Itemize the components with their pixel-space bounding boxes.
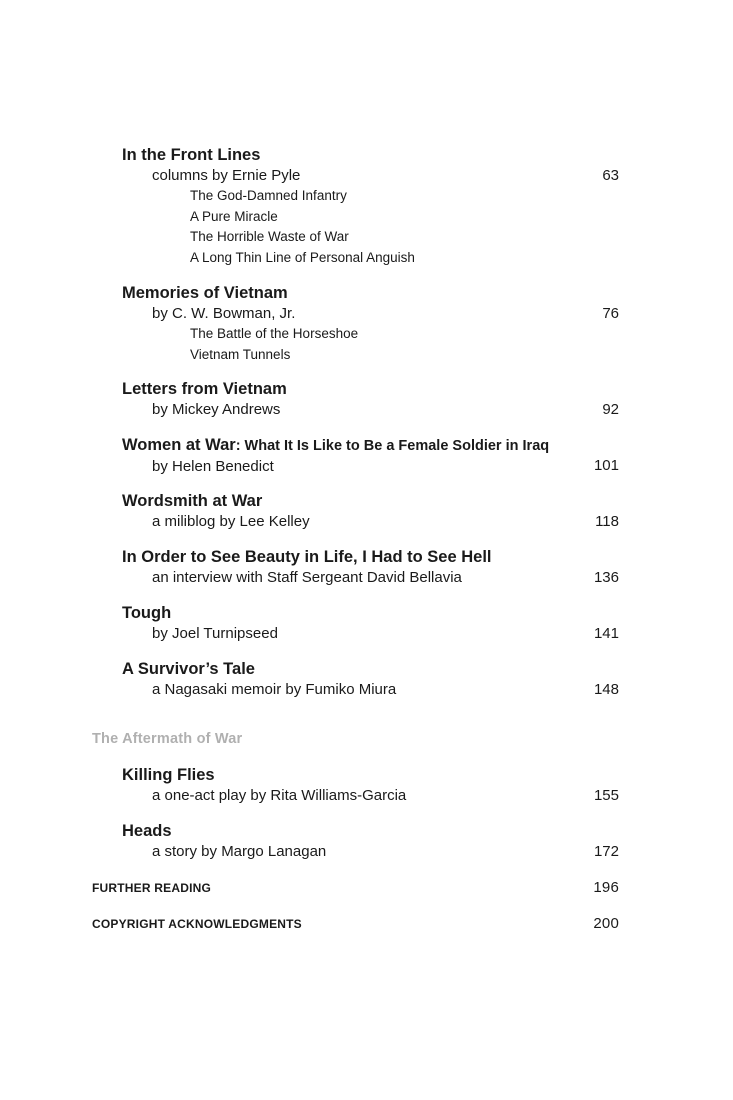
sub-item: The Battle of the Horseshoe bbox=[190, 326, 359, 341]
entry-byline bbox=[152, 511, 619, 532]
entry-byline bbox=[152, 785, 619, 806]
byline-text: an interview with Staff Sergeant David Bellavia bbox=[152, 569, 462, 586]
page-number: 155 bbox=[593, 787, 619, 804]
toc-entry-tough bbox=[122, 603, 619, 644]
page-number: 141 bbox=[593, 625, 619, 642]
back-matter-title: FURTHER READING bbox=[92, 881, 211, 895]
entry-title: A Survivor’s Tale bbox=[122, 660, 255, 678]
sub-item-list bbox=[190, 186, 619, 268]
section-heading: The Aftermath of War bbox=[92, 731, 243, 747]
byline-text: by Helen Benedict bbox=[152, 458, 274, 475]
page-number: 63 bbox=[602, 167, 619, 184]
entry-byline bbox=[152, 841, 619, 862]
toc-entry-women-at-war bbox=[122, 435, 619, 477]
entry-title-main: Women at War bbox=[122, 436, 236, 454]
entry-title: Letters from Vietnam bbox=[122, 380, 287, 398]
sub-item: A Long Thin Line of Personal Anguish bbox=[190, 249, 415, 265]
byline-text: by C. W. Bowman, Jr. bbox=[152, 305, 296, 322]
toc-entry-wordsmith bbox=[122, 491, 619, 532]
sub-item: The God-Damned Infantry bbox=[190, 188, 347, 203]
page-number: 76 bbox=[602, 305, 619, 322]
entry-byline bbox=[152, 399, 619, 420]
entry-title: Wordsmith at War bbox=[122, 492, 263, 510]
byline-text: a Nagasaki memoir by Fumiko Miura bbox=[152, 681, 397, 698]
page-number: 148 bbox=[593, 681, 619, 698]
page-number: 101 bbox=[593, 457, 619, 474]
page-number: 196 bbox=[593, 879, 619, 896]
toc-entry-letters-vietnam bbox=[122, 379, 619, 420]
toc-entry-heads bbox=[122, 821, 619, 862]
page-number: 92 bbox=[602, 401, 619, 418]
entry-byline bbox=[152, 679, 619, 700]
entry-title: Killing Flies bbox=[122, 766, 215, 784]
entry-title: In Order to See Beauty in Life, I Had to See Hell bbox=[122, 548, 492, 566]
sub-item: A Pure Miracle bbox=[190, 208, 278, 224]
toc-entry-memories-vietnam bbox=[122, 283, 619, 365]
sub-item: The Horrible Waste of War bbox=[190, 229, 349, 244]
entry-subtitle: : What It Is Like to Be a Female Soldier in Iraq bbox=[235, 438, 550, 454]
byline-text: a story by Margo Lanagan bbox=[152, 843, 327, 860]
byline-text: by Joel Turnipseed bbox=[152, 625, 278, 642]
page-number: 200 bbox=[593, 915, 619, 932]
sub-item: Vietnam Tunnels bbox=[190, 346, 291, 362]
entry-byline bbox=[152, 567, 619, 588]
toc-entry-beauty-in-life bbox=[122, 547, 619, 588]
page-number: 172 bbox=[593, 843, 619, 860]
byline-text: columns by Ernie Pyle bbox=[152, 167, 301, 184]
sub-item-list bbox=[190, 324, 619, 365]
entry-title: Memories of Vietnam bbox=[122, 284, 288, 302]
page-number: 118 bbox=[595, 513, 619, 530]
entry-byline bbox=[152, 456, 619, 477]
toc-entry-front-lines bbox=[122, 145, 619, 268]
back-matter-title: COPYRIGHT ACKNOWLEDGMENTS bbox=[92, 917, 302, 931]
byline-text: by Mickey Andrews bbox=[152, 401, 281, 418]
entry-byline bbox=[152, 303, 619, 324]
entry-title: Heads bbox=[122, 822, 172, 840]
entry-title: In the Front Lines bbox=[122, 146, 261, 164]
back-matter-copyright bbox=[92, 917, 619, 931]
byline-text: a miliblog by Lee Kelley bbox=[152, 513, 310, 530]
entry-byline bbox=[152, 623, 619, 644]
toc-entry-survivors-tale bbox=[122, 659, 619, 700]
back-matter-further-reading bbox=[92, 881, 619, 895]
entry-title: Tough bbox=[122, 604, 172, 622]
entry-title bbox=[122, 435, 619, 456]
page-number: 136 bbox=[593, 569, 619, 586]
byline-text: a one-act play by Rita Williams-Garcia bbox=[152, 787, 407, 804]
entry-byline bbox=[152, 165, 619, 186]
toc-entry-killing-flies bbox=[122, 765, 619, 806]
